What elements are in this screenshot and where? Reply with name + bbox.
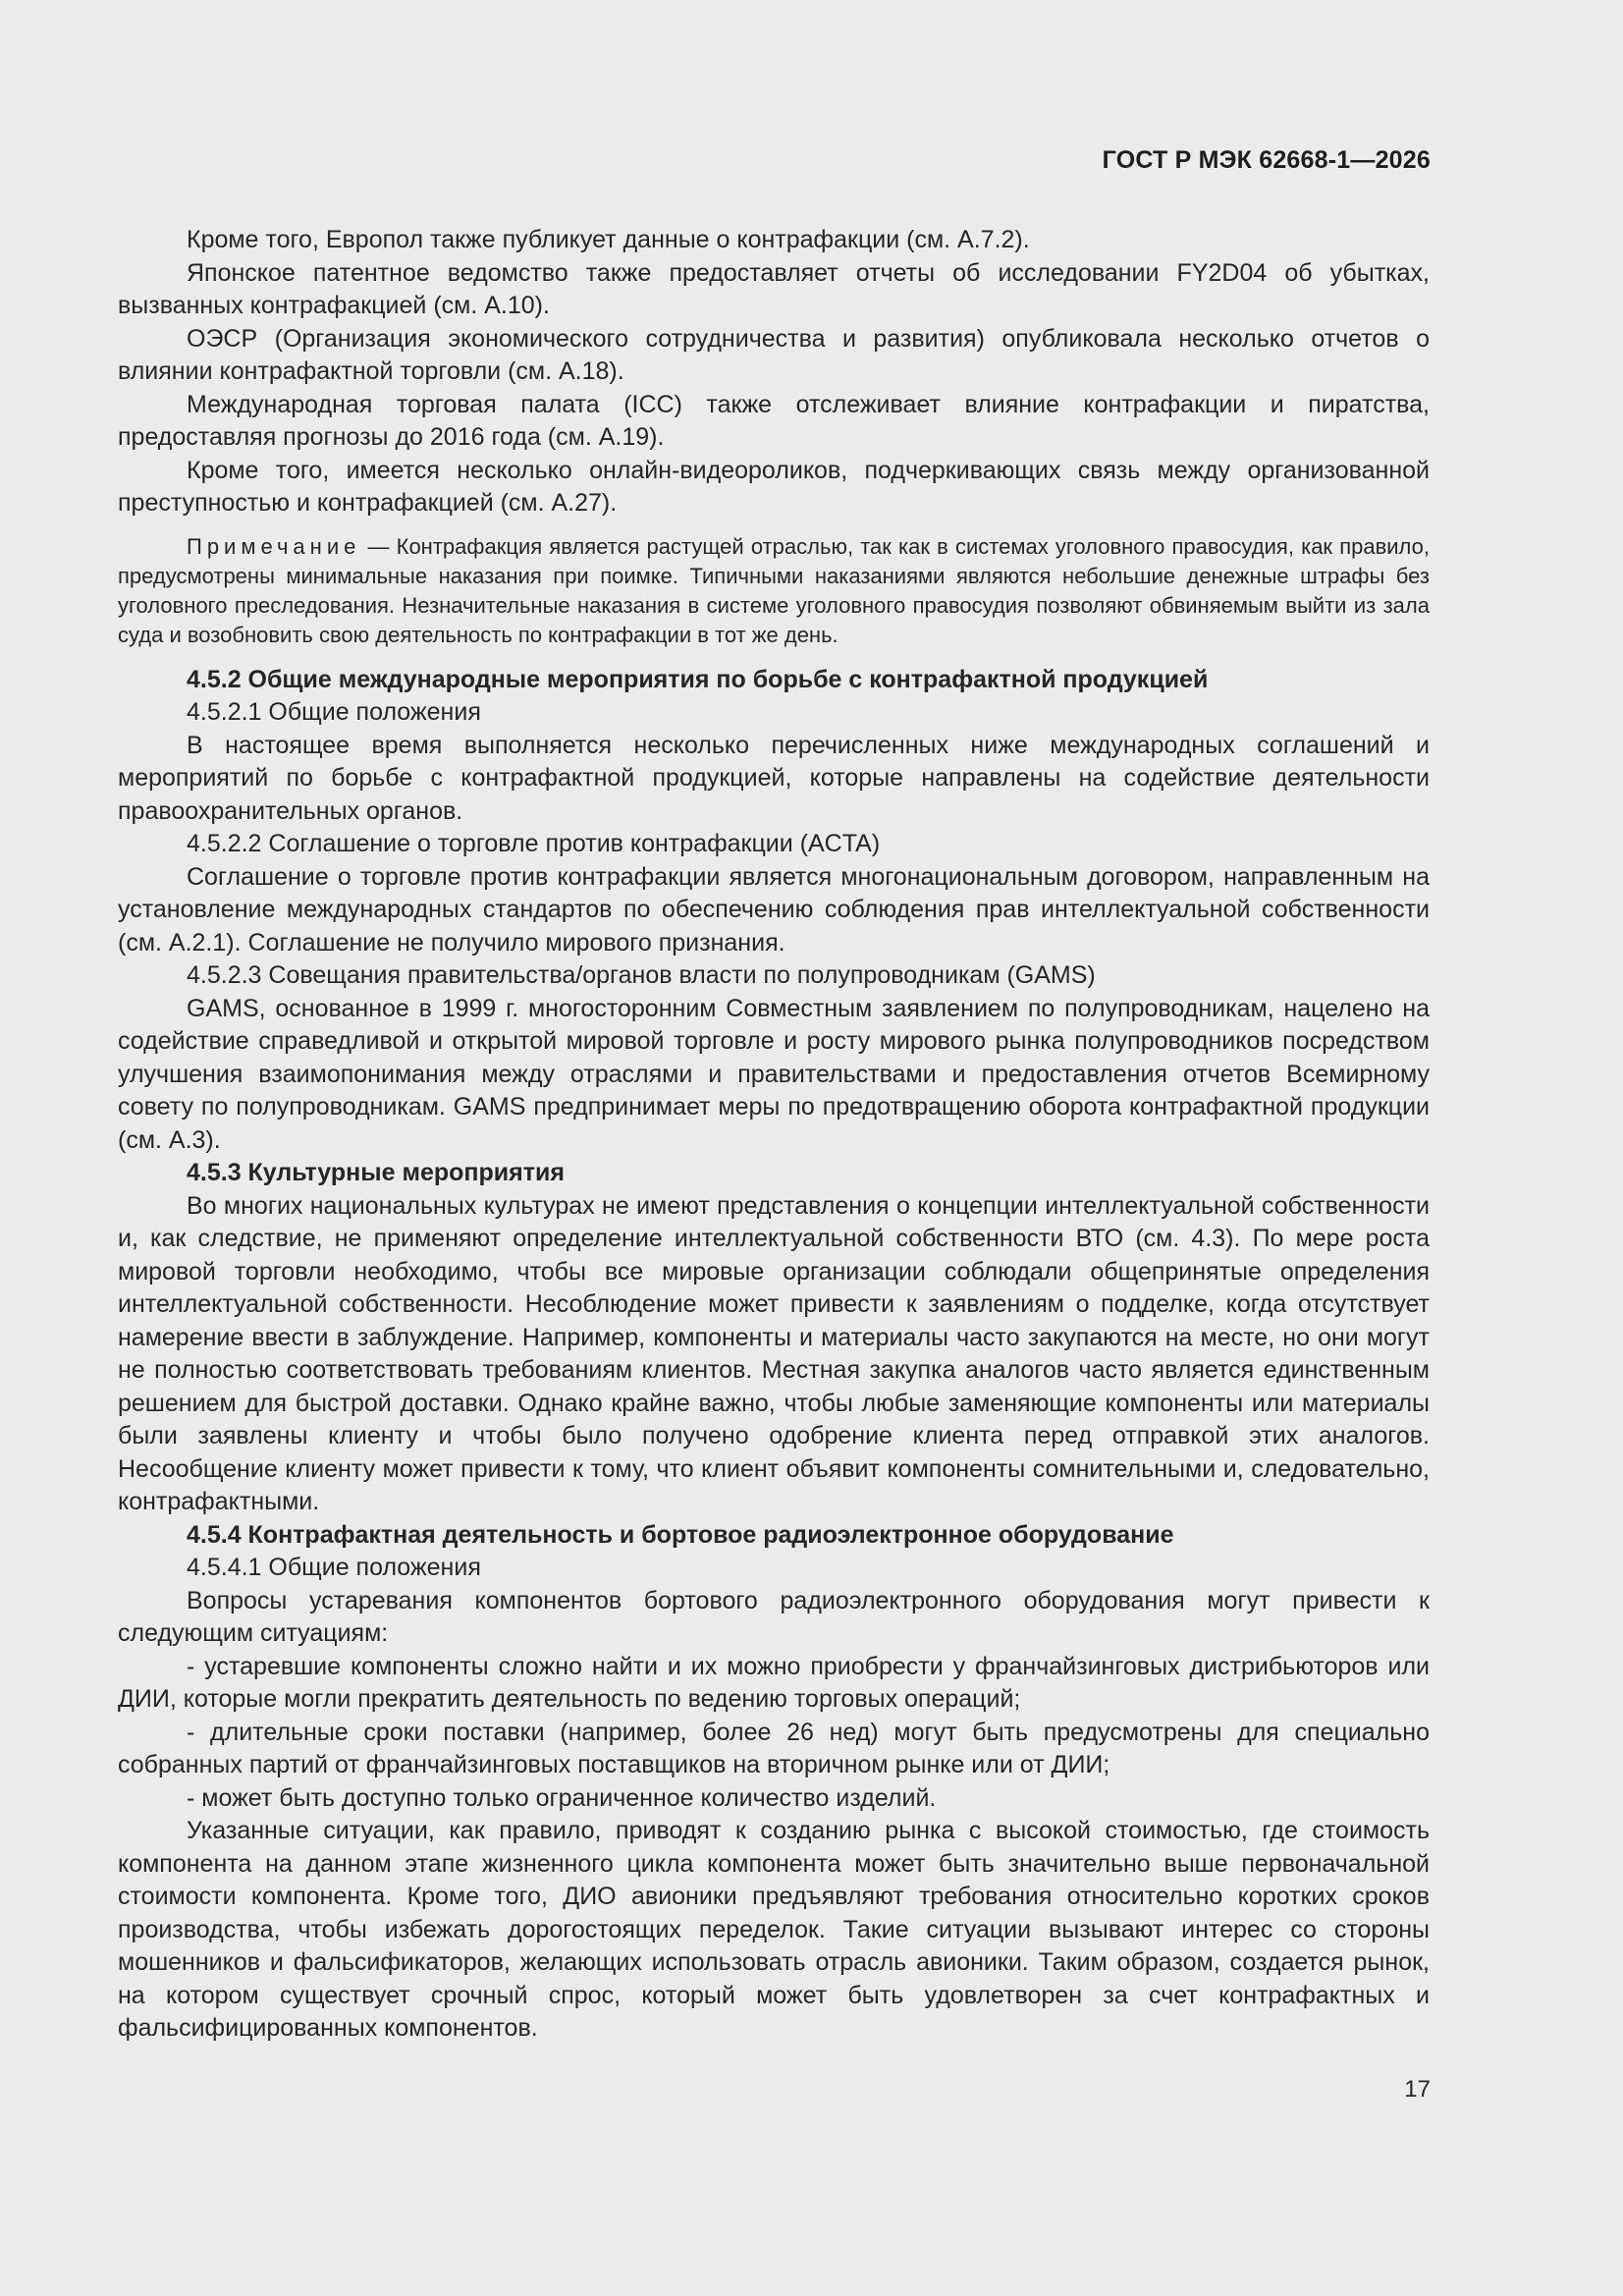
subsection-heading-4-5-4-1: 4.5.4.1 Общие положения (187, 1554, 481, 1581)
document-body (118, 224, 1430, 2046)
paragraph: Соглашение о торговле против контрафакции является многонациональным договором, направленным на установление международных стандартов по обеспечению соблюдения прав интеллектуальной собственности (см. А.2.1). Соглашение не получило мирового признания. (118, 862, 1430, 957)
subsection-heading-4-5-2-3: 4.5.2.3 Совещания правительства/органов власти по полупроводникам (GAMS) (187, 961, 1096, 989)
paragraph: Во многих национальных культурах не имеют представления о концепции интеллектуальной собственности и, как следствие, не применяют определение интеллектуальной собственности ВТО (см. 4.3). По мере роста мировой торговли необходимо, чтобы все мировые организации соблюдали общепринятые определения интеллектуальной собственности. Несоблюдение может привести к заявлениям о подделке, когда отсутствует намерение ввести в заблуждение. Например, компоненты и материалы часто закупаются на месте, но они могут не полностью соответствовать требованиям клиентов. Местная закупка аналогов часто является единственным решением для быстрой доставки. Однако крайне важно, чтобы любые заменяющие компоненты или материалы были заявлены клиенту и чтобы было получено одобрение клиента перед отправкой этих аналогов. Несообщение клиенту может привести к тому, что клиент объявит компоненты сомнительными и, следовательно, контрафактными. (118, 1191, 1430, 1515)
list-item: - может быть доступно только ограниченное количество изделий. (187, 1783, 937, 1812)
note-text: — Контрафакция является растущей отраслью, так как в системах уголовного правосудия, как правило, предусмотрены минимальные наказания при поимке. Типичными наказаниями являются небольшие денежные штрафы без уголовного преследования. Незначительные наказания в системе уголовного правосудия позволяют обвиняемым выйти из зала суда и возобновить свою деятельность по контрафакции в тот же день. (118, 533, 1430, 647)
note (118, 532, 1430, 650)
paragraph: ОЭСР (Организация экономического сотрудничества и развития) опубликовала несколько отчетов о влиянии контрафактной торговли (см. А.18). (118, 324, 1430, 385)
paragraph: Вопросы устаревания компонентов бортового радиоэлектронного оборудования могут привести к следующим ситуациям: (118, 1586, 1430, 1647)
document-header: ГОСТ Р МЭК 62668-1—2026 (1102, 146, 1431, 174)
paragraph: В настоящее время выполняется несколько перечисленных ниже международных соглашений и мероприятий по борьбе с контрафактной продукцией, которые направлены на содействие деятельности правоохранительных органов. (118, 731, 1430, 825)
paragraph: Указанные ситуации, как правило, приводят к созданию рынка с высокой стоимостью, где стоимость компонента на данном этапе жизненного цикла компонента может быть значительно выше первоначальной стоимости компонента. Кроме того, ДИО авионики предъявляют требования относительно коротких сроков производства, чтобы избежать дорогостоящих переделок. Такие ситуации вызывают интерес со стороны мошенников и фальсификаторов, желающих использовать отрасль авионики. Таким образом, создается рынок, на котором существует срочный спрос, который может быть удовлетворен за счет контрафактных и фальсифицированных компонентов. (118, 1817, 1430, 2042)
paragraph: Кроме того, имеется несколько онлайн-видеороликов, подчеркивающих связь между организованной преступностью и контрафакцией (см. А.27). (118, 456, 1430, 517)
list-item: - длительные сроки поставки (например, более 26 нед) могут быть предусмотрены для специально собранных партий от франчайзинговых поставщиков на вторичном рынке или от ДИИ; (118, 1718, 1430, 1778)
section-heading-4-5-3: 4.5.3 Культурные мероприятия (187, 1159, 565, 1186)
paragraph: Международная торговая палата (ICC) также отслеживает влияние контрафакции и пиратства, предоставляя прогнозы до 2016 года (см. А.19). (118, 390, 1430, 451)
page-number: 17 (1404, 2076, 1431, 2103)
subsection-heading-4-5-2-2: 4.5.2.2 Соглашение о торговле против контрафакции (ACTA) (187, 830, 881, 857)
paragraph: Японское патентное ведомство также предоставляет отчеты об исследовании FY2D04 об убытках, вызванных контрафакцией (см. А.10). (118, 258, 1430, 319)
section-heading-4-5-4: 4.5.4 Контрафактная деятельность и бортовое радиоэлектронное оборудование (187, 1520, 1174, 1549)
paragraph: Кроме того, Европол также публикует данные о контрафакции (см. A.7.2). (187, 226, 1030, 253)
list-item: - устаревшие компоненты сложно найти и их можно приобрести у франчайзинговых дистрибьюторов или ДИИ, которые могли прекратить деятельность по ведению торговых операций; (118, 1652, 1430, 1713)
section-heading-4-5-2: 4.5.2 Общие международные мероприятия по борьбе с контрафактной продукцией (187, 665, 1209, 693)
note-label: Примечание (187, 533, 361, 559)
paragraph: GAMS, основанное в 1999 г. многосторонним Совместным заявлением по полупроводникам, нацелено на содействие справедливой и открытой мировой торговле и росту мирового рынка полупроводников посредством улучшения взаимопонимания между отраслями и правительствами и предоставления отчетов Всемирному совету по полупроводникам. GAMS предпринимает меры по предотвращению оборота контрафактной продукции (см. А.3). (118, 994, 1430, 1154)
subsection-heading-4-5-2-1: 4.5.2.1 Общие положения (187, 698, 481, 726)
